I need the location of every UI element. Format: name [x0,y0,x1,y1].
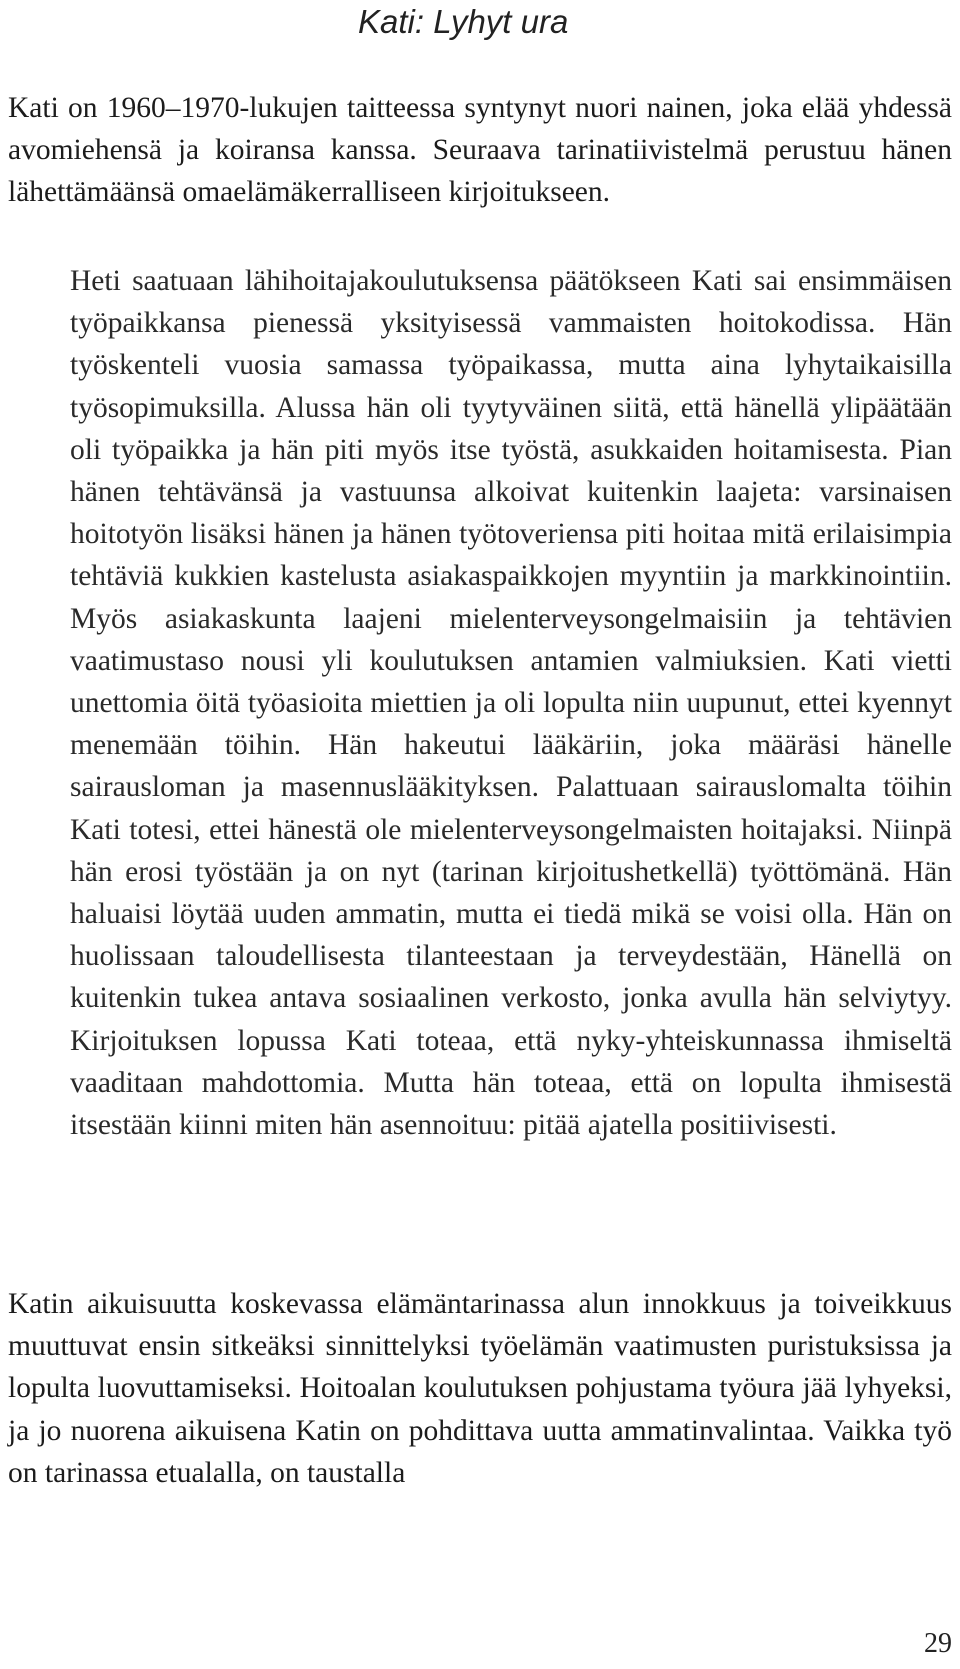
intro-paragraph: Kati on 1960–1970-lukujen taitteessa syntynyt nuori nainen, joka elää yhdessä avomiehensä ja koiransa kanssa. Seuraava tarinatiivistelmä perustuu hänen lähettämäänsä omaelämäkerralliseen kirjoitukseen. [8,92,952,209]
chapter-heading: Kati: Lyhyt ura [358,3,569,40]
page-number: 29 [924,1628,952,1659]
analysis-paragraph: Katin aikuisuutta koskevassa elämäntarinassa alun innokkuus ja toiveikkuus muuttuvat ensin sitkeäksi sinnittelyksi työelämän vaatimusten puristuksissa ja lopulta luovuttamiseksi. Hoitoalan koulutuksen pohjustama työura jää lyhyeksi, ja jo nuorena aikuisena Katin on pohdittava uutta ammatinvalintaa. Vaikka työ on tarinassa etualalla, on taustalla [8,1288,952,1489]
story-summary-paragraph: Heti saatuaan lähihoitajakoulutuksensa päätökseen Kati sai ensimmäisen työpaikkansa pienessä yksityisessä vammaisten hoitokodissa. Hän työskenteli vuosia samassa työpaikassa, mutta aina lyhytaikaisilla työsopimuksilla. Alussa hän oli tyytyväinen siitä, että hänellä ylipäätään oli työpaikka ja hän piti myös itse työstä, asukkaiden hoitamisesta. Pian hänen tehtävänsä ja vastuunsa alkoivat kuitenkin laajeta: varsinaisen hoitotyön lisäksi hänen ja hänen työtoveriensa piti hoitaa mitä erilaisimpia tehtäviä kukkien kastelusta asiakaspaikkojen myyntiin ja markkinointiin. Myös asiakaskunta laajeni mielenterveysongelmaisiin ja tehtävien vaatimustaso nousi yli koulutuksen antamien valmiuksien. Kati vietti unettomia öitä työasioita miettien ja oli lopulta niin uupunut, ettei kyennyt menemään töihin. Hän hakeutui lääkäriin, joka määräsi hänelle sairausloman ja masennuslääkityksen. Palattuaan sairauslomalta töihin Kati totesi, ettei hänestä ole mielenterveysongelmaisten hoitajaksi. Niinpä hän erosi työstään ja on nyt (tarinan kirjoitushetkellä) työttömänä. Hän haluaisi löytää uuden ammatin, mutta ei tiedä mikä se voisi olla. Hän on huolissaan taloudellisesta tilanteestaan ja terveydestään, Hänellä on kuitenkin tukea antava sosiaalinen verkosto, jonka avulla hän selviytyy. Kirjoituksen lopussa Kati toteaa, että nyky-yhteiskunnassa ihmiseltä vaaditaan mahdottomia. Mutta hän toteaa, että on lopulta ihmisestä itsestään kiinni miten hän asennoituu: pitää ajatella positiivisesti. [70,265,952,1142]
